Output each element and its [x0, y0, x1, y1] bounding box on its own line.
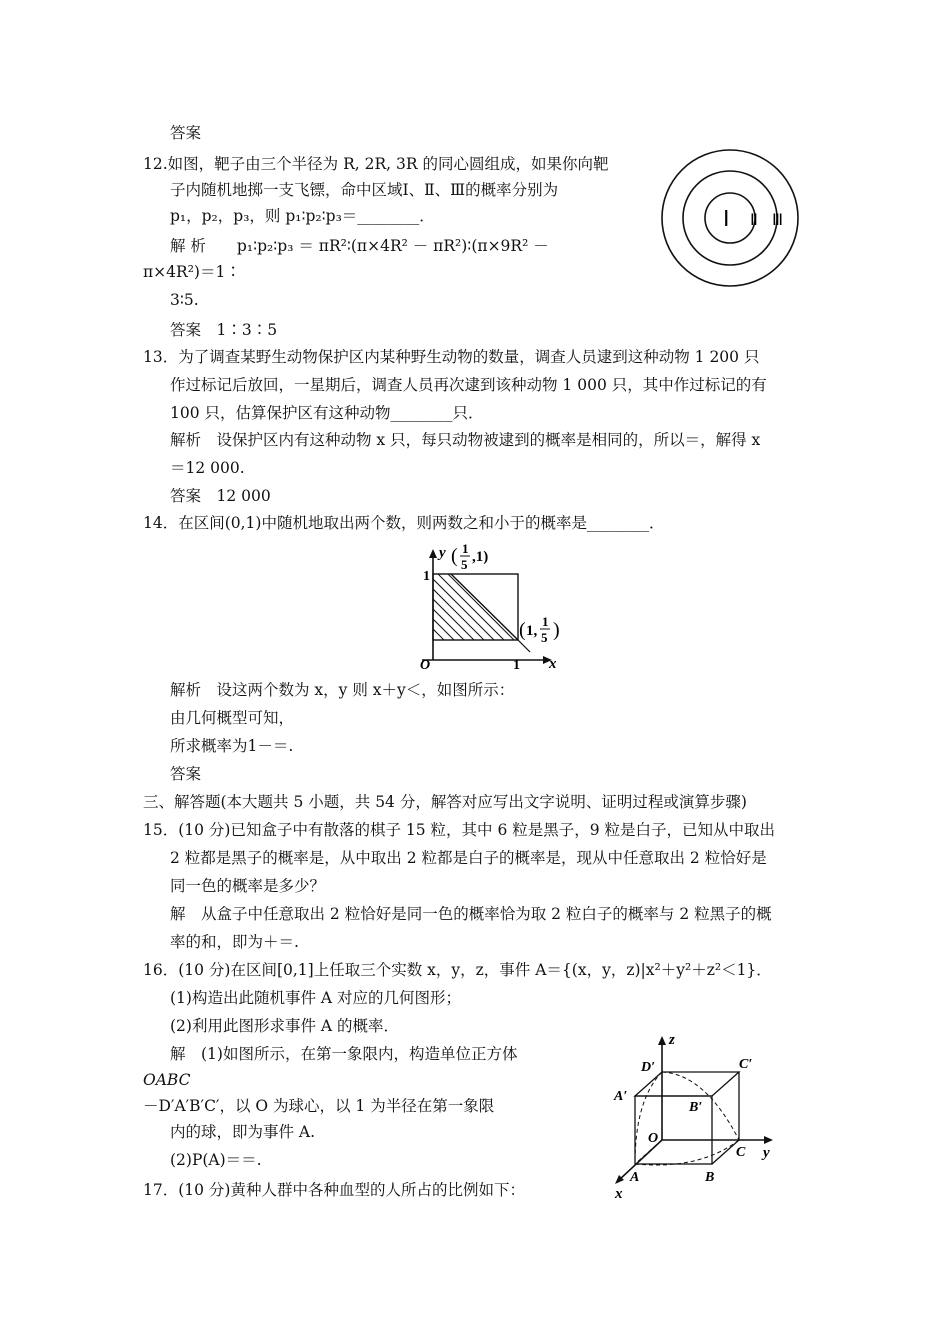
region-figure [418, 540, 578, 673]
svg-text:5: 5 [461, 557, 468, 572]
q16-part1: (1)构造出此随机事件 A 对应的几何图形； [170, 989, 462, 1007]
q15-solution-line2: 率的和，即为＋＝. [170, 933, 299, 951]
q16-line1: 16．(10 分)在区间[0,1]上任取三个实数 x，y，z，事件 A＝{(x，y，z)|x²＋y²＋z²＜1}． [143, 961, 772, 979]
q13-answer: 答案 12 000 [170, 487, 271, 505]
cube-label-A: A [630, 1170, 640, 1185]
q16-solution-line5: (2)P(A)＝＝. [170, 1151, 262, 1169]
region-ii-label: Ⅱ [750, 212, 758, 229]
svg-text:1: 1 [542, 614, 549, 629]
q14-answer-label: 答案 [170, 765, 202, 783]
q16-solution-line4: 内的球，即为事件 A. [170, 1123, 316, 1141]
svg-text:(: ( [451, 545, 458, 567]
q16-solution-line3: －D′A′B′C′，以 O 为球心，以 1 为半径在第一象限 [143, 1097, 495, 1115]
y-tick-1: 1 [423, 569, 430, 584]
cube-label-C: C [736, 1145, 746, 1160]
q14-line1: 14．在区间(0,1)中随机地取出两个数，则两数之和小于的概率是________． [143, 514, 665, 532]
point-label-top [451, 541, 488, 572]
q14-solution-line1: 解析 设这两个数为 x，y 则 x＋y＜，如图所示： [170, 681, 515, 699]
q14-solution-line3: 所求概率为1－＝. [170, 737, 294, 755]
q12-answer: 答案 1∶3∶5 [170, 321, 278, 339]
q12-solution-line3: 3∶5. [170, 291, 199, 309]
x-axis-label: x [549, 656, 557, 672]
svg-text:(: ( [519, 619, 526, 641]
q17-line1: 17．(10 分)黄种人群中各种血型的人所占的比例如下： [143, 1181, 525, 1199]
y-axis-label: y [439, 545, 446, 561]
svg-text:,1): ,1) [472, 549, 489, 565]
q16-part2: (2)利用此图形求事件 A 的概率． [170, 1017, 400, 1035]
region-iii-label: Ⅲ [772, 212, 784, 229]
q12-solution-line2: π×4R²)＝1∶ [143, 263, 241, 281]
q11-answer-label: 答案 [170, 124, 202, 142]
svg-text:5: 5 [541, 630, 548, 645]
q13-line1: 13．为了调查某野生动物保护区内某种野生动物的数量，调查人员逮到这种动物 1 200 只 [143, 348, 760, 366]
cube-label-C1: C′ [739, 1057, 753, 1072]
svg-text:1: 1 [462, 541, 469, 556]
cube-label-B1: B′ [689, 1100, 703, 1115]
cube-label-O: O [648, 1131, 659, 1146]
q15-line1: 15．(10 分)已知盒子中有散落的棋子 15 粒，其中 6 粒是黑子，9 粒是白子，已知从中取出 [143, 821, 776, 839]
origin-label: O [420, 658, 431, 673]
section3-heading: 三、解答题(本大题共 5 小题，共 54 分，解答对应写出文字说明、证明过程或演算步骤) [143, 793, 747, 811]
cube-label-A1: A′ [614, 1089, 628, 1104]
target-figure [655, 150, 805, 290]
q13-line2: 作过标记后放回，一星期后，调查人员再次逮到该种动物 1 000 只，其中作过标记的有 [170, 376, 767, 394]
q16-solution-line2: OABC [143, 1071, 191, 1089]
x-tick-1: 1 [513, 658, 520, 673]
q12-line1: 12.如图，靶子由三个半径为 R, 2R, 3R 的同心圆组成，如果你向靶 [143, 155, 609, 173]
svg-text:): ) [553, 619, 560, 641]
q13-line3: 100 只，估算保护区有这种动物________只． [170, 404, 484, 422]
cube-label-y: y [763, 1145, 770, 1161]
q12-line2: 子内随机地掷一支飞镖，命中区域Ⅰ、Ⅱ、Ⅲ的概率分别为 [170, 181, 559, 199]
q15-line2: 2 粒都是黑子的概率是，从中取出 2 粒都是白子的概率是，现从中任意取出 2 粒恰好是 [170, 849, 767, 867]
region-i-label: Ⅰ [723, 206, 730, 231]
q12-line3: p₁，p₂，p₃，则 p₁∶p₂∶p₃＝________． [170, 207, 435, 225]
q14-solution-line2: 由几何概型可知， [170, 709, 295, 727]
q15-line3: 同一色的概率是多少？ [170, 877, 326, 895]
cube-label-x: x [615, 1186, 623, 1202]
q15-solution-line1: 解 从盒子中任意取出 2 粒恰好是同一色的概率恰为取 2 粒白子的概率与 2 粒黑子的概 [170, 905, 772, 923]
cube-label-D1: D′ [641, 1060, 656, 1075]
q12-solution-line1: 解 析 p₁∶p₂∶p₃ ＝ πR²∶(π×4R² － πR²)∶(π×9R² － [170, 237, 549, 255]
svg-text:1,: 1, [526, 623, 538, 639]
cube-label-B: B [705, 1170, 715, 1185]
q13-solution-line1: 解析 设保护区内有这种动物 x 只，每只动物被逮到的概率是相同的，所以＝，解得 x [170, 431, 761, 449]
cube-figure [605, 1030, 785, 1200]
cube-label-z: z [669, 1032, 675, 1048]
q13-solution-line2: ＝12 000. [170, 459, 245, 477]
q16-solution-line1: 解 (1)如图所示，在第一象限内，构造单位正方体 [170, 1045, 518, 1063]
point-label-right [519, 614, 560, 645]
